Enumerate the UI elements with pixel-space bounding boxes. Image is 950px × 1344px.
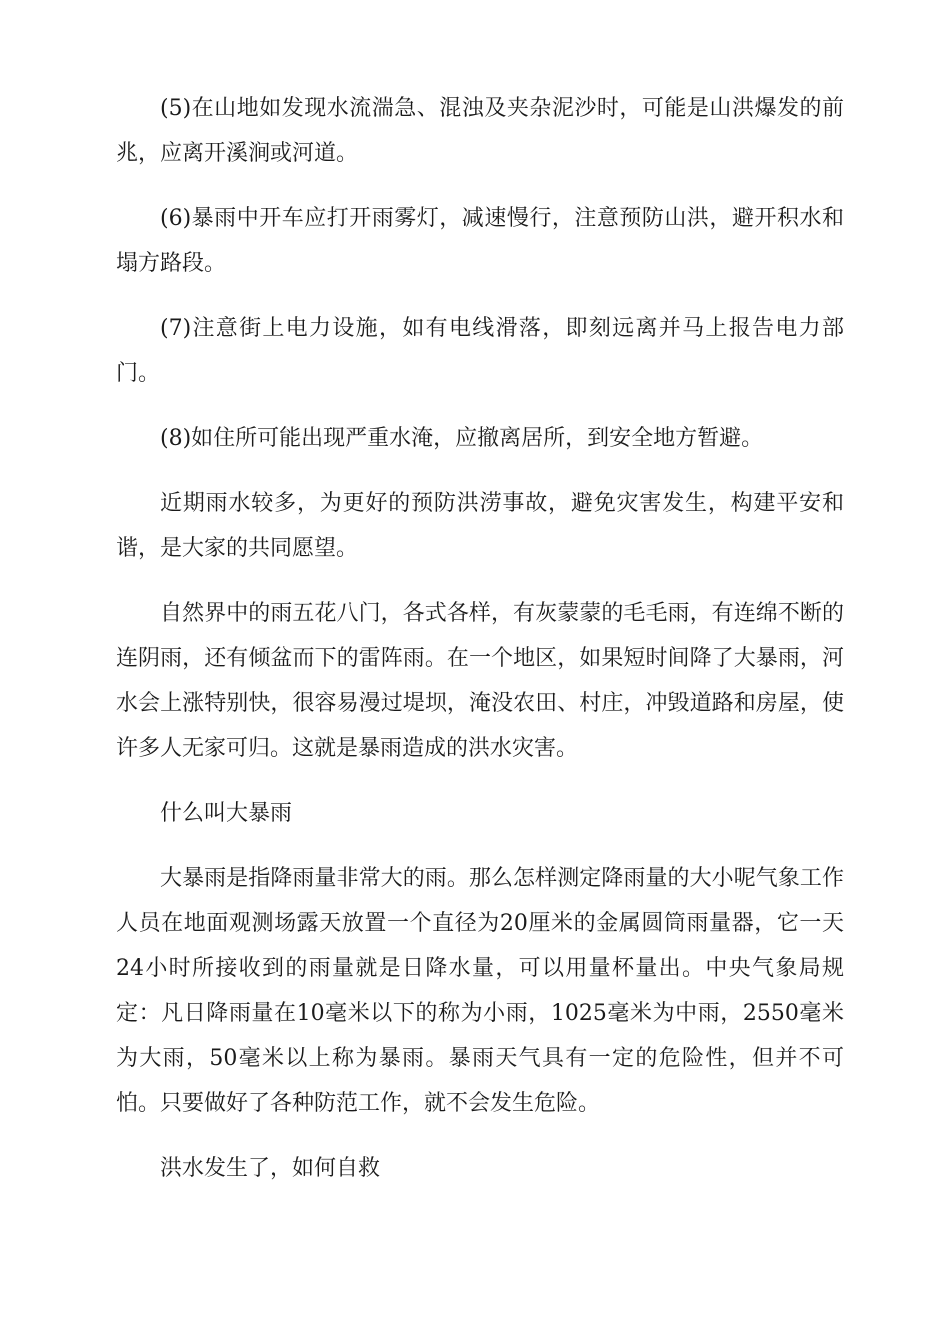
document-body [116,86,844,1211]
paragraph-heavy-rain-definition: 大暴雨是指降雨量非常大的雨。那么怎样测定降雨量的大小呢气象工作人员在地面观测场露天放置一个直径为20厘米的金属圆筒雨量器，它一天24小时所接收到的雨量就是日降水量，可以用量杯量出。中央气象局规定：凡日降雨量在10毫米以下的称为小雨，1025毫米为中雨，2550毫米为大雨，50毫米以上称为暴雨。暴雨天气具有一定的危险性，但并不可怕。只要做好了各种防范工作，就不会发生危险。 [116,866,844,1116]
paragraph-item-8: (8)如住所可能出现严重水淹，应撤离居所，到安全地方暂避。 [160,426,764,451]
paragraph-item-7: (7)注意街上电力设施，如有电线滑落，即刻远离并马上报告电力部门。 [116,316,844,386]
paragraph-item-5: (5)在山地如发现水流湍急、混浊及夹杂泥沙时，可能是山洪爆发的前兆，应离开溪涧或河道。 [116,96,844,166]
paragraph-item-6: (6)暴雨中开车应打开雨雾灯，减速慢行，注意预防山洪，避开积水和塌方路段。 [116,206,844,276]
paragraph-rain-types: 自然界中的雨五花八门，各式各样，有灰蒙蒙的毛毛雨，有连绵不断的连阴雨，还有倾盆而下的雷阵雨。在一个地区，如果短时间降了大暴雨，河水会上涨特别快，很容易漫过堤坝，淹没农田、村庄，冲毁道路和房屋，使许多人无家可归。这就是暴雨造成的洪水灾害。 [116,601,844,761]
section-heading-heavy-rain: 什么叫大暴雨 [160,801,293,826]
section-heading-flood-self-rescue: 洪水发生了，如何自救 [160,1156,381,1181]
paragraph-intro: 近期雨水较多，为更好的预防洪涝事故，避免灾害发生，构建平安和谐，是大家的共同愿望。 [116,491,844,561]
